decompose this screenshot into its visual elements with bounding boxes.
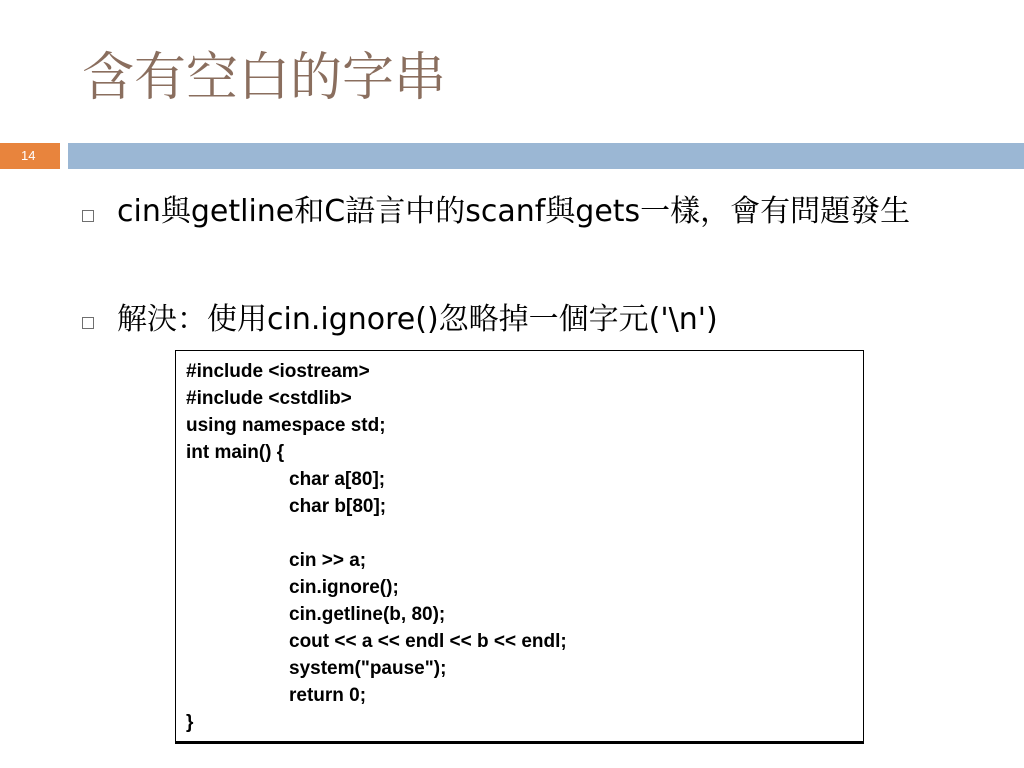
slide-title: 含有空白的字串 xyxy=(82,48,447,108)
code-line: char b[80]; xyxy=(289,496,387,517)
code-line: int main() { xyxy=(186,442,285,463)
code-line: system("pause"); xyxy=(289,658,447,679)
bullet-marker xyxy=(82,317,94,329)
title-divider-bar xyxy=(68,143,1024,169)
code-line: return 0; xyxy=(289,685,367,706)
code-line: #include <cstdlib> xyxy=(186,388,352,409)
code-line: char a[80]; xyxy=(289,469,386,490)
code-block xyxy=(175,350,864,744)
code-line: } xyxy=(186,712,194,733)
code-line: #include <iostream> xyxy=(186,361,370,382)
bullet-text: cin與getline和C語言中的scanf與gets一樣，會有問題發生 xyxy=(117,194,911,229)
slide-number: 14 xyxy=(21,148,36,163)
code-line: cin.ignore(); xyxy=(289,577,399,598)
code-line: using namespace std; xyxy=(186,415,386,436)
code-line: cout << a << endl << b << endl; xyxy=(289,631,567,652)
code-line: cin.getline(b, 80); xyxy=(289,604,446,625)
code-line: cin >> a; xyxy=(289,550,367,571)
bullet-marker xyxy=(82,210,94,222)
bullet-text: 解決：使用cin.ignore()忽略掉一個字元('\n') xyxy=(117,302,718,337)
